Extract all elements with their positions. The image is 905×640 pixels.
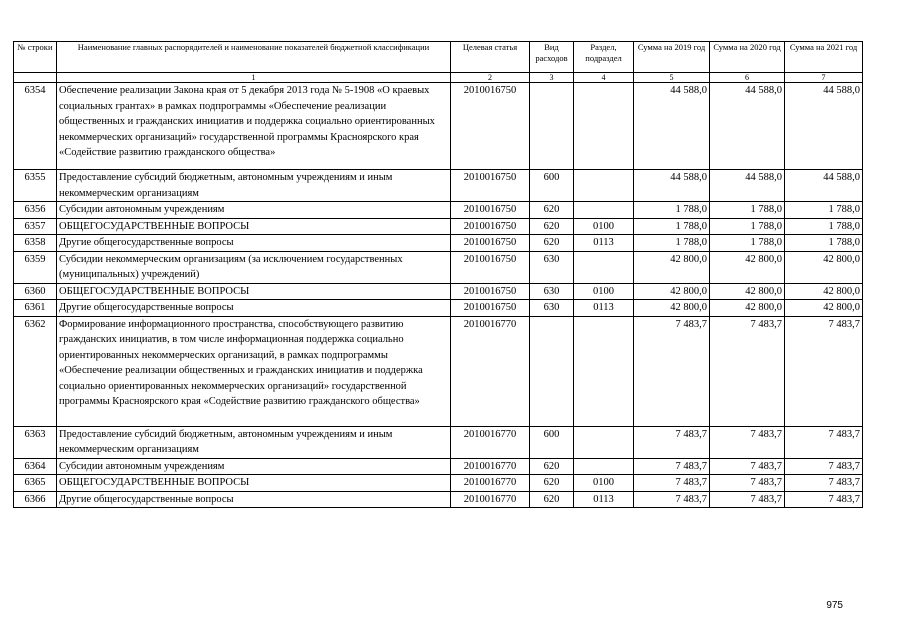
header-sum-2020: Сумма на 2020 год bbox=[710, 42, 785, 73]
row-expense-type: 620 bbox=[530, 475, 574, 492]
budget-table bbox=[13, 41, 863, 508]
column-number-row bbox=[14, 73, 863, 83]
row-sum-2021: 1 788,0 bbox=[785, 202, 863, 219]
row-name: Обеспечение реализации Закона края от 5 декабря 2013 года № 5-1908 «О краевых социальных грантах» в рамках подпрограммы «Обеспечение реализации общественных и гражданских инициатив и поддержка социально ориентированных некоммерческих организаций» государственной программы Красноярского края «Содействие развитию гражданского общества» bbox=[57, 83, 451, 170]
row-expense-type bbox=[530, 83, 574, 170]
table-row bbox=[14, 316, 863, 426]
row-section: 0113 bbox=[574, 491, 634, 508]
row-sum-2020: 42 800,0 bbox=[710, 283, 785, 300]
row-name: Другие общегосударственные вопросы bbox=[57, 300, 451, 317]
row-sum-2021: 42 800,0 bbox=[785, 283, 863, 300]
table-row bbox=[14, 202, 863, 219]
col-number bbox=[14, 73, 57, 83]
row-expense-type: 620 bbox=[530, 202, 574, 219]
row-sum-2020: 7 483,7 bbox=[710, 316, 785, 426]
row-section bbox=[574, 83, 634, 170]
row-expense-type: 630 bbox=[530, 251, 574, 283]
col-number: 5 bbox=[634, 73, 710, 83]
row-number: 6363 bbox=[14, 426, 57, 458]
row-name: ОБЩЕГОСУДАРСТВЕННЫЕ ВОПРОСЫ bbox=[57, 218, 451, 235]
table-row bbox=[14, 426, 863, 458]
table-row bbox=[14, 218, 863, 235]
row-number: 6366 bbox=[14, 491, 57, 508]
row-section: 0100 bbox=[574, 475, 634, 492]
row-sum-2020: 7 483,7 bbox=[710, 426, 785, 458]
row-sum-2019: 44 588,0 bbox=[634, 83, 710, 170]
row-target-article: 2010016750 bbox=[451, 202, 530, 219]
row-target-article: 2010016770 bbox=[451, 426, 530, 458]
row-section bbox=[574, 426, 634, 458]
row-sum-2019: 42 800,0 bbox=[634, 283, 710, 300]
row-name: Формирование информационного пространства, способствующего развитию гражданских инициатив, в том числе информационная поддержка социально ориентированных некоммерческих организаций, в рамках подпрограммы «Обеспечение реализации общественных и гражданских инициатив и поддержка социально ориентированных некоммерческих организаций» государственной программы Красноярского края «Содействие развитию гражданского общества» bbox=[57, 316, 451, 426]
table-row bbox=[14, 235, 863, 252]
row-name: Другие общегосударственные вопросы bbox=[57, 235, 451, 252]
table-row bbox=[14, 283, 863, 300]
row-target-article: 2010016770 bbox=[451, 491, 530, 508]
row-sum-2020: 7 483,7 bbox=[710, 458, 785, 475]
row-expense-type: 630 bbox=[530, 283, 574, 300]
row-sum-2020: 42 800,0 bbox=[710, 251, 785, 283]
row-section: 0100 bbox=[574, 218, 634, 235]
row-number: 6358 bbox=[14, 235, 57, 252]
row-sum-2020: 1 788,0 bbox=[710, 235, 785, 252]
row-section bbox=[574, 251, 634, 283]
row-sum-2021: 7 483,7 bbox=[785, 475, 863, 492]
page-number: 975 bbox=[826, 600, 843, 611]
row-target-article: 2010016750 bbox=[451, 251, 530, 283]
row-number: 6355 bbox=[14, 170, 57, 202]
table-row bbox=[14, 251, 863, 283]
row-section bbox=[574, 316, 634, 426]
col-number: 3 bbox=[530, 73, 574, 83]
row-expense-type: 600 bbox=[530, 170, 574, 202]
row-expense-type: 620 bbox=[530, 491, 574, 508]
row-expense-type: 600 bbox=[530, 426, 574, 458]
table-row bbox=[14, 300, 863, 317]
row-sum-2020: 7 483,7 bbox=[710, 475, 785, 492]
row-sum-2021: 44 588,0 bbox=[785, 83, 863, 170]
row-number: 6359 bbox=[14, 251, 57, 283]
row-section: 0113 bbox=[574, 235, 634, 252]
row-sum-2019: 7 483,7 bbox=[634, 458, 710, 475]
row-name: ОБЩЕГОСУДАРСТВЕННЫЕ ВОПРОСЫ bbox=[57, 475, 451, 492]
row-expense-type: 620 bbox=[530, 458, 574, 475]
row-number: 6356 bbox=[14, 202, 57, 219]
row-sum-2021: 1 788,0 bbox=[785, 218, 863, 235]
row-expense-type: 630 bbox=[530, 300, 574, 317]
header-sum-2019: Сумма на 2019 год bbox=[634, 42, 710, 73]
row-sum-2021: 44 588,0 bbox=[785, 170, 863, 202]
row-sum-2021: 42 800,0 bbox=[785, 300, 863, 317]
col-number: 7 bbox=[785, 73, 863, 83]
row-number: 6362 bbox=[14, 316, 57, 426]
row-target-article: 2010016770 bbox=[451, 458, 530, 475]
row-name: Предоставление субсидий бюджетным, автономным учреждениям и иным некоммерческим организациям bbox=[57, 426, 451, 458]
row-target-article: 2010016750 bbox=[451, 235, 530, 252]
row-name: Другие общегосударственные вопросы bbox=[57, 491, 451, 508]
header-name: Наименование главных распорядителей и наименование показателей бюджетной классификации bbox=[57, 42, 451, 73]
row-number: 6364 bbox=[14, 458, 57, 475]
row-sum-2019: 7 483,7 bbox=[634, 491, 710, 508]
row-name: Субсидии автономным учреждениям bbox=[57, 458, 451, 475]
row-sum-2021: 1 788,0 bbox=[785, 235, 863, 252]
row-sum-2019: 7 483,7 bbox=[634, 316, 710, 426]
row-section: 0113 bbox=[574, 300, 634, 317]
row-expense-type bbox=[530, 316, 574, 426]
table-row bbox=[14, 475, 863, 492]
row-sum-2019: 7 483,7 bbox=[634, 426, 710, 458]
header-exp-type: Вид расходов bbox=[530, 42, 574, 73]
header-section: Раздел, подраздел bbox=[574, 42, 634, 73]
row-section bbox=[574, 202, 634, 219]
col-number: 2 bbox=[451, 73, 530, 83]
row-sum-2019: 44 588,0 bbox=[634, 170, 710, 202]
header-target: Целевая статья bbox=[451, 42, 530, 73]
row-sum-2020: 7 483,7 bbox=[710, 491, 785, 508]
row-name: Субсидии некоммерческим организациям (за исключением государственных (муниципальных) учреждений) bbox=[57, 251, 451, 283]
row-sum-2020: 1 788,0 bbox=[710, 218, 785, 235]
row-expense-type: 620 bbox=[530, 218, 574, 235]
row-target-article: 2010016750 bbox=[451, 283, 530, 300]
col-number: 1 bbox=[57, 73, 451, 83]
header-row-no: № строки bbox=[14, 42, 57, 73]
row-section bbox=[574, 170, 634, 202]
row-sum-2021: 7 483,7 bbox=[785, 491, 863, 508]
row-sum-2020: 44 588,0 bbox=[710, 170, 785, 202]
row-expense-type: 620 bbox=[530, 235, 574, 252]
row-sum-2019: 42 800,0 bbox=[634, 300, 710, 317]
row-target-article: 2010016750 bbox=[451, 300, 530, 317]
row-target-article: 2010016750 bbox=[451, 83, 530, 170]
row-sum-2019: 1 788,0 bbox=[634, 202, 710, 219]
table-body bbox=[14, 83, 863, 508]
row-section bbox=[574, 458, 634, 475]
row-name: Предоставление субсидий бюджетным, автономным учреждениям и иным некоммерческим организациям bbox=[57, 170, 451, 202]
col-number: 4 bbox=[574, 73, 634, 83]
table-row bbox=[14, 458, 863, 475]
row-target-article: 2010016750 bbox=[451, 170, 530, 202]
table-row bbox=[14, 170, 863, 202]
row-number: 6360 bbox=[14, 283, 57, 300]
row-target-article: 2010016770 bbox=[451, 316, 530, 426]
row-name: Субсидии автономным учреждениям bbox=[57, 202, 451, 219]
row-section: 0100 bbox=[574, 283, 634, 300]
row-number: 6365 bbox=[14, 475, 57, 492]
row-sum-2021: 7 483,7 bbox=[785, 458, 863, 475]
row-number: 6354 bbox=[14, 83, 57, 170]
header-sum-2021: Сумма на 2021 год bbox=[785, 42, 863, 73]
row-sum-2019: 42 800,0 bbox=[634, 251, 710, 283]
row-name: ОБЩЕГОСУДАРСТВЕННЫЕ ВОПРОСЫ bbox=[57, 283, 451, 300]
row-target-article: 2010016750 bbox=[451, 218, 530, 235]
row-sum-2021: 7 483,7 bbox=[785, 316, 863, 426]
row-sum-2020: 44 588,0 bbox=[710, 83, 785, 170]
row-sum-2019: 1 788,0 bbox=[634, 218, 710, 235]
row-sum-2021: 42 800,0 bbox=[785, 251, 863, 283]
table-row bbox=[14, 491, 863, 508]
row-sum-2019: 1 788,0 bbox=[634, 235, 710, 252]
row-sum-2019: 7 483,7 bbox=[634, 475, 710, 492]
table-row bbox=[14, 83, 863, 170]
col-number: 6 bbox=[710, 73, 785, 83]
table-header-row bbox=[14, 42, 863, 73]
row-sum-2020: 1 788,0 bbox=[710, 202, 785, 219]
row-sum-2020: 42 800,0 bbox=[710, 300, 785, 317]
row-sum-2021: 7 483,7 bbox=[785, 426, 863, 458]
row-number: 6361 bbox=[14, 300, 57, 317]
row-number: 6357 bbox=[14, 218, 57, 235]
row-target-article: 2010016770 bbox=[451, 475, 530, 492]
